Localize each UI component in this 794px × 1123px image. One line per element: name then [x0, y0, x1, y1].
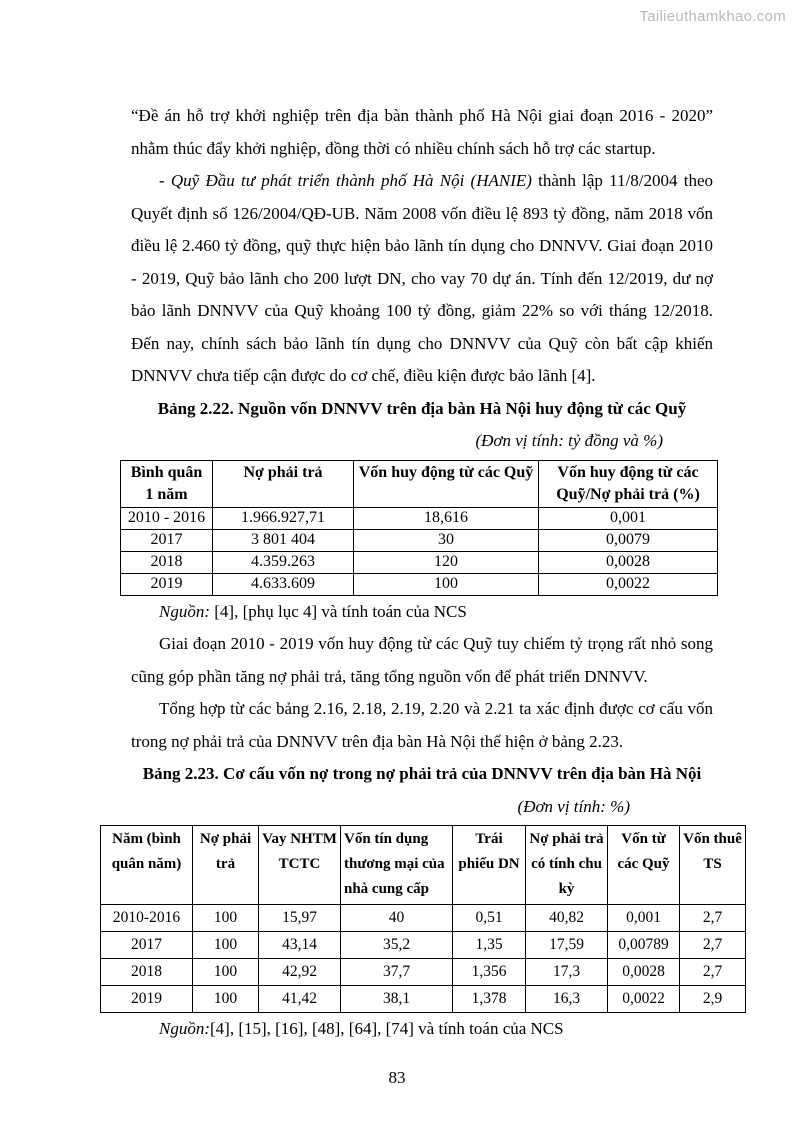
table-cell: 0,51 — [453, 905, 526, 932]
paragraph-hanie-fund — [131, 165, 713, 393]
table-cell: 40,82 — [526, 905, 608, 932]
body-text-2 — [131, 628, 713, 758]
table-2-22-source — [131, 596, 713, 629]
table-2-23-title: Bảng 2.23. Cơ cấu vốn nợ trong nợ phải trả của DNNVV trên địa bàn Hà Nội — [142, 764, 702, 783]
watermark: Tailieuthamkhao.com — [639, 8, 786, 25]
table-cell: 2,7 — [680, 932, 746, 959]
table-cell: 37,7 — [341, 959, 453, 986]
table-cell: 4.359.263 — [213, 551, 354, 573]
table-cell: 2018 — [101, 959, 193, 986]
table-2-22-title: Bảng 2.22. Nguồn vốn DNNVV trên địa bàn Hà Nội huy động từ các Quỹ — [157, 398, 687, 418]
table-cell: 41,42 — [259, 986, 341, 1013]
table-2-23-source — [131, 1013, 713, 1046]
table-cell: 2019 — [101, 986, 193, 1013]
table-cell: 0,001 — [608, 905, 680, 932]
table-row — [121, 507, 718, 529]
table-cell: 2018 — [121, 551, 213, 573]
table-cell: 38,1 — [341, 986, 453, 1013]
table-cell: 1,35 — [453, 932, 526, 959]
table-cell: 2010 - 2016 — [121, 507, 213, 529]
table-row — [121, 551, 718, 573]
table-cell: 2010-2016 — [101, 905, 193, 932]
column-header-no-chu-ky: Nợ phải trả có tính chu kỳ — [526, 826, 608, 905]
table-2-23 — [100, 825, 746, 1013]
table-cell: 0,0079 — [539, 529, 718, 551]
table-row — [101, 959, 746, 986]
source-label: Nguồn: — [159, 1019, 210, 1038]
table-cell: 0,001 — [539, 507, 718, 529]
table-cell: 100 — [193, 932, 259, 959]
table-cell: 17,3 — [526, 959, 608, 986]
column-header-no-phai-tra: Nợ phải trả — [193, 826, 259, 905]
table-cell: 2019 — [121, 573, 213, 595]
page-number: 83 — [388, 1067, 406, 1087]
table-cell: 1.966.927,71 — [213, 507, 354, 529]
table-2-23-header-row — [101, 826, 746, 905]
table-row — [101, 905, 746, 932]
paragraph-startup-support: “Đề án hỗ trợ khởi nghiệp trên địa bàn thành phố Hà Nội giai đoạn 2016 - 2020” nhằm thúc đẩy khởi nghiệp, đồng thời có nhiều chính sách hỗ trợ các startup. — [131, 106, 713, 158]
table-cell: 35,2 — [341, 932, 453, 959]
table-cell: 2017 — [101, 932, 193, 959]
table-cell: 0,0022 — [539, 573, 718, 595]
table-cell: 17,59 — [526, 932, 608, 959]
table-row — [101, 986, 746, 1013]
column-header-von-huy-dong: Vốn huy động từ các Quỹ — [354, 460, 539, 507]
table-cell: 0,0028 — [608, 959, 680, 986]
column-header-nam: Năm (bình quân năm) — [101, 826, 193, 905]
table-cell: 100 — [193, 959, 259, 986]
table-cell: 43,14 — [259, 932, 341, 959]
table-2-23-unit-note: (Đơn vị tính: %) — [517, 796, 630, 816]
table-cell: 2,7 — [680, 959, 746, 986]
column-header-no-phai-tra: Nợ phải trả — [213, 460, 354, 507]
table-cell: 40 — [341, 905, 453, 932]
table-cell: 0,0028 — [539, 551, 718, 573]
table-cell: 3 801 404 — [213, 529, 354, 551]
table-row — [121, 573, 718, 595]
column-header-von-tin-dung: Vốn tín dụng thương mại của nhà cung cấp — [341, 826, 453, 905]
fund-name-italic: Quỹ Đầu tư phát triển thành phố Hà Nội (HANIE) — [170, 171, 532, 190]
table-cell: 30 — [354, 529, 539, 551]
source-text: [4], [15], [16], [48], [64], [74] và tính toán của NCS — [210, 1019, 564, 1038]
table-cell: 2,9 — [680, 986, 746, 1013]
column-header-von-huy-dong-ratio: Vốn huy động từ các Quỹ/Nợ phải trả (%) — [539, 460, 718, 507]
table-cell: 100 — [193, 986, 259, 1013]
source-text: [4], [phụ lục 4] và tính toán của NCS — [210, 601, 467, 621]
table-2-22-unit-note: (Đơn vị tính: tỷ đồng và %) — [475, 431, 663, 450]
table-cell: 18,616 — [354, 507, 539, 529]
column-header-binh-quan: Bình quân 1 năm — [121, 460, 213, 507]
table-cell: 4.633.609 — [213, 573, 354, 595]
table-cell: 1,378 — [453, 986, 526, 1013]
table-cell: 0,0022 — [608, 986, 680, 1013]
paragraph-giai-doan: Giai đoạn 2010 - 2019 vốn huy động từ các Quỹ tuy chiếm tỷ trọng rất nhỏ song cũng góp phần tăng nợ phải trả, tăng tổng nguồn vốn để phát triển DNNVV. — [131, 634, 713, 686]
paragraph-tong-hop: Tổng hợp từ các bảng 2.16, 2.18, 2.19, 2.20 và 2.21 ta xác định được cơ cấu vốn trong nợ phải trả của DNNVV trên địa bàn Hà Nội thể hiện ở bảng 2.23. — [131, 699, 713, 751]
paragraph-hanie-fund-text: thành lập 11/8/2004 theo Quyết định số 126/2004/QĐ-UB. Năm 2008 vốn điều lệ 893 tỷ đồng, năm 2018 vốn điều lệ 2.460 tỷ đồng, quỹ thực hiện bảo lãnh tín dụng cho DNNVV. Giai đoạn 2010 - 2019, Quỹ bảo lãnh cho 200 lượt DN, cho vay 70 dự án. Tính đến 12/2019, dư nợ bảo lãnh DNNVV của Quỹ khoảng 100 tỷ đồng, giảm 22% so với tháng 12/2018. Đến nay, chính sách bảo lãnh tín dụng cho DNNVV của Quỹ còn bất cập khiến DNNVV chưa tiếp cận được do cơ chế, điều kiện được bảo lãnh [4]. — [131, 171, 713, 385]
table-row — [121, 529, 718, 551]
table-cell: 15,97 — [259, 905, 341, 932]
table-cell: 1,356 — [453, 959, 526, 986]
table-cell: 100 — [193, 905, 259, 932]
column-header-vay-nhtm: Vay NHTM TCTC — [259, 826, 341, 905]
table-cell: 120 — [354, 551, 539, 573]
table-cell: 0,00789 — [608, 932, 680, 959]
body-text — [131, 0, 713, 393]
source-label: Nguồn: — [159, 601, 210, 621]
table-2-22-header-row — [121, 460, 718, 507]
table-row — [101, 932, 746, 959]
table-cell: 100 — [354, 573, 539, 595]
table-cell: 2017 — [121, 529, 213, 551]
table-cell: 42,92 — [259, 959, 341, 986]
column-header-von-thue-ts: Vốn thuê TS — [680, 826, 746, 905]
column-header-von-quy: Vốn từ các Quỹ — [608, 826, 680, 905]
table-cell: 16,3 — [526, 986, 608, 1013]
table-2-22 — [120, 460, 718, 596]
dash-marker: - — [159, 171, 171, 190]
column-header-trai-phieu: Trái phiếu DN — [453, 826, 526, 905]
table-cell: 2,7 — [680, 905, 746, 932]
